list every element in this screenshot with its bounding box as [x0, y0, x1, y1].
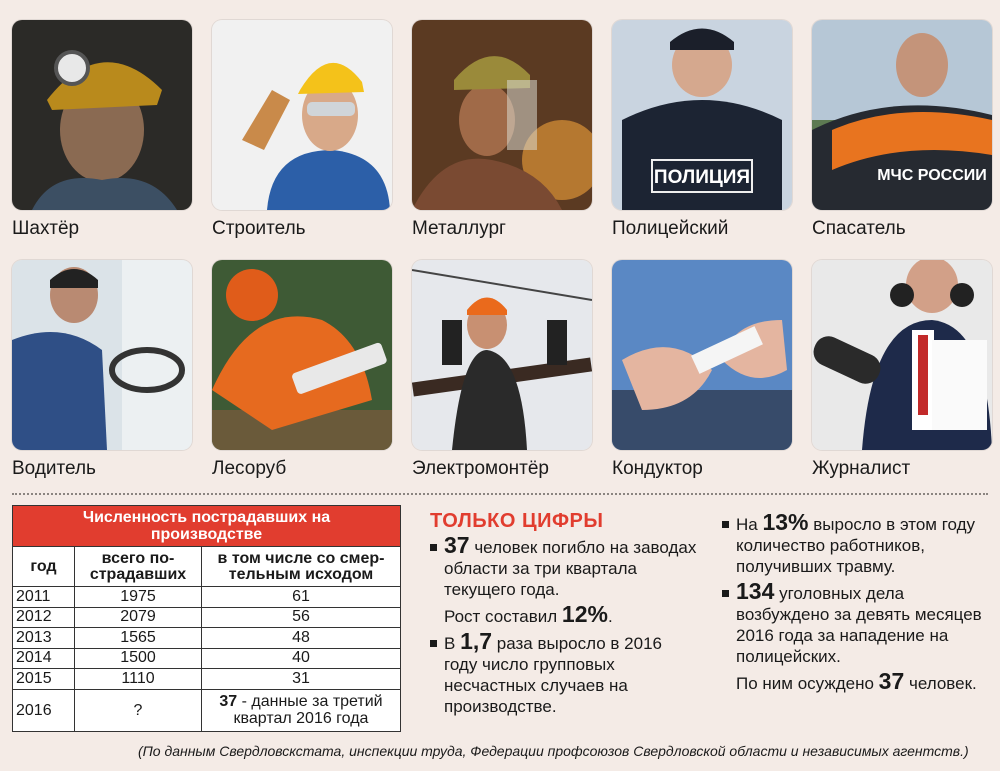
source-note: (По данным Свердловскстата, инспекции труда, Федерации профсоюзов Свердловской области и независимых агентств.) — [138, 743, 969, 759]
facts-title: ТОЛЬКО ЦИФРЫ — [430, 510, 604, 532]
profession-card-lumberjack — [212, 260, 392, 480]
fact-text: Рост составил — [444, 607, 562, 626]
cell-total: 1565 — [75, 628, 202, 649]
facts-column-1 — [430, 532, 700, 721]
fact-text: выросло в этом году количество работников, получивших травму. — [736, 515, 976, 576]
cell-fatal-note: - данные за третий квартал 2016 года — [233, 693, 383, 727]
profession-card-metallurgist — [412, 20, 592, 240]
miner-photo — [12, 20, 192, 210]
cell-total: 1975 — [75, 587, 202, 608]
profession-label: Спасатель — [812, 218, 906, 239]
fact-item — [722, 509, 990, 577]
profession-label: Строитель — [212, 218, 306, 239]
cell-total: 1110 — [75, 669, 202, 690]
fact-number: 13% — [762, 509, 809, 535]
profession-card-driver — [12, 260, 192, 480]
table-row — [13, 628, 401, 649]
fact-text: В — [444, 634, 461, 653]
cell-year: 2016 — [13, 689, 75, 731]
profession-label: Электромонтёр — [412, 458, 549, 479]
fact-number: 1,7 — [460, 628, 493, 654]
injuries-table — [12, 505, 400, 732]
profession-card-police — [612, 20, 792, 240]
table-row — [13, 607, 401, 628]
fact-text: По ним осуждено — [736, 674, 879, 693]
police-photo — [612, 20, 792, 210]
lumberjack-photo — [212, 260, 392, 450]
fact-item — [430, 628, 700, 717]
table-row — [13, 648, 401, 669]
fact-text: раза выросло в 2016 году число групповых несчастных случаев на производстве. — [444, 634, 662, 716]
cell-fatal: 40 — [202, 648, 401, 669]
table-header-total: всего по-страдавших — [75, 547, 202, 587]
fact-text: человек. — [904, 674, 977, 693]
profession-label: Лесоруб — [212, 458, 287, 479]
profession-label: Водитель — [12, 458, 96, 479]
table-title: Численность пострадавших на производстве — [13, 506, 401, 547]
fact-number: 37 — [444, 532, 470, 558]
cell-year: 2012 — [13, 607, 75, 628]
profession-label: Кондуктор — [612, 458, 703, 479]
section-divider — [12, 493, 988, 495]
fact-text: . — [607, 607, 613, 626]
profession-label: Шахтёр — [12, 218, 80, 239]
profession-card-miner — [12, 20, 192, 240]
conductor-photo — [612, 260, 792, 450]
cell-fatal: 61 — [202, 587, 401, 608]
cell-year: 2013 — [13, 628, 75, 649]
professions-row-1 — [12, 20, 992, 240]
cell-year: 2015 — [13, 669, 75, 690]
facts-column-2 — [722, 509, 990, 698]
fact-subitem — [722, 668, 990, 694]
profession-card-rescuer — [812, 20, 992, 240]
profession-card-builder — [212, 20, 392, 240]
table-row — [13, 587, 401, 608]
driver-photo — [12, 260, 192, 450]
cell-total: 1500 — [75, 648, 202, 669]
table-header-fatal: в том числе со смер-тельным исходом — [202, 547, 401, 587]
cell-total: ? — [75, 689, 202, 731]
fact-number: 134 — [736, 578, 775, 604]
cell-fatal: 31 — [202, 669, 401, 690]
cell-year: 2011 — [13, 587, 75, 608]
fact-text: человек погибло на заводах области за три квартала текущего года. — [444, 538, 697, 599]
cell-fatal: 56 — [202, 607, 401, 628]
cell-fatal-number: 37 — [219, 693, 238, 710]
journalist-photo — [812, 260, 992, 450]
table-row — [13, 669, 401, 690]
rescuer-photo — [812, 20, 992, 210]
cell-fatal: 48 — [202, 628, 401, 649]
rescuer-badge-text: МЧС РОССИИ — [877, 167, 987, 184]
fact-number: 12% — [561, 601, 608, 627]
fact-number: 37 — [878, 668, 905, 694]
fact-text: уголовных дела возбуждено за девять месяцев 2016 года за нападение на полицейских. — [736, 584, 982, 666]
police-badge-text: ПОЛИЦИЯ — [653, 167, 751, 188]
fact-subitem — [430, 601, 700, 627]
profession-label: Журналист — [812, 458, 911, 479]
cell-total: 2079 — [75, 607, 202, 628]
cell-year: 2014 — [13, 648, 75, 669]
profession-label: Полицейский — [612, 218, 729, 239]
profession-card-electrician — [412, 260, 592, 480]
metallurgist-photo — [412, 20, 592, 210]
fact-item — [430, 532, 700, 600]
table-row — [13, 689, 401, 731]
professions-row-2 — [12, 260, 992, 480]
profession-label: Металлург — [412, 218, 506, 239]
fact-item — [722, 578, 990, 667]
profession-card-journalist — [812, 260, 992, 480]
profession-card-conductor — [612, 260, 792, 480]
builder-photo — [212, 20, 392, 210]
cell-fatal — [202, 689, 401, 731]
electrician-photo — [412, 260, 592, 450]
table-header-year: год — [13, 547, 75, 587]
fact-text: На — [736, 515, 763, 534]
